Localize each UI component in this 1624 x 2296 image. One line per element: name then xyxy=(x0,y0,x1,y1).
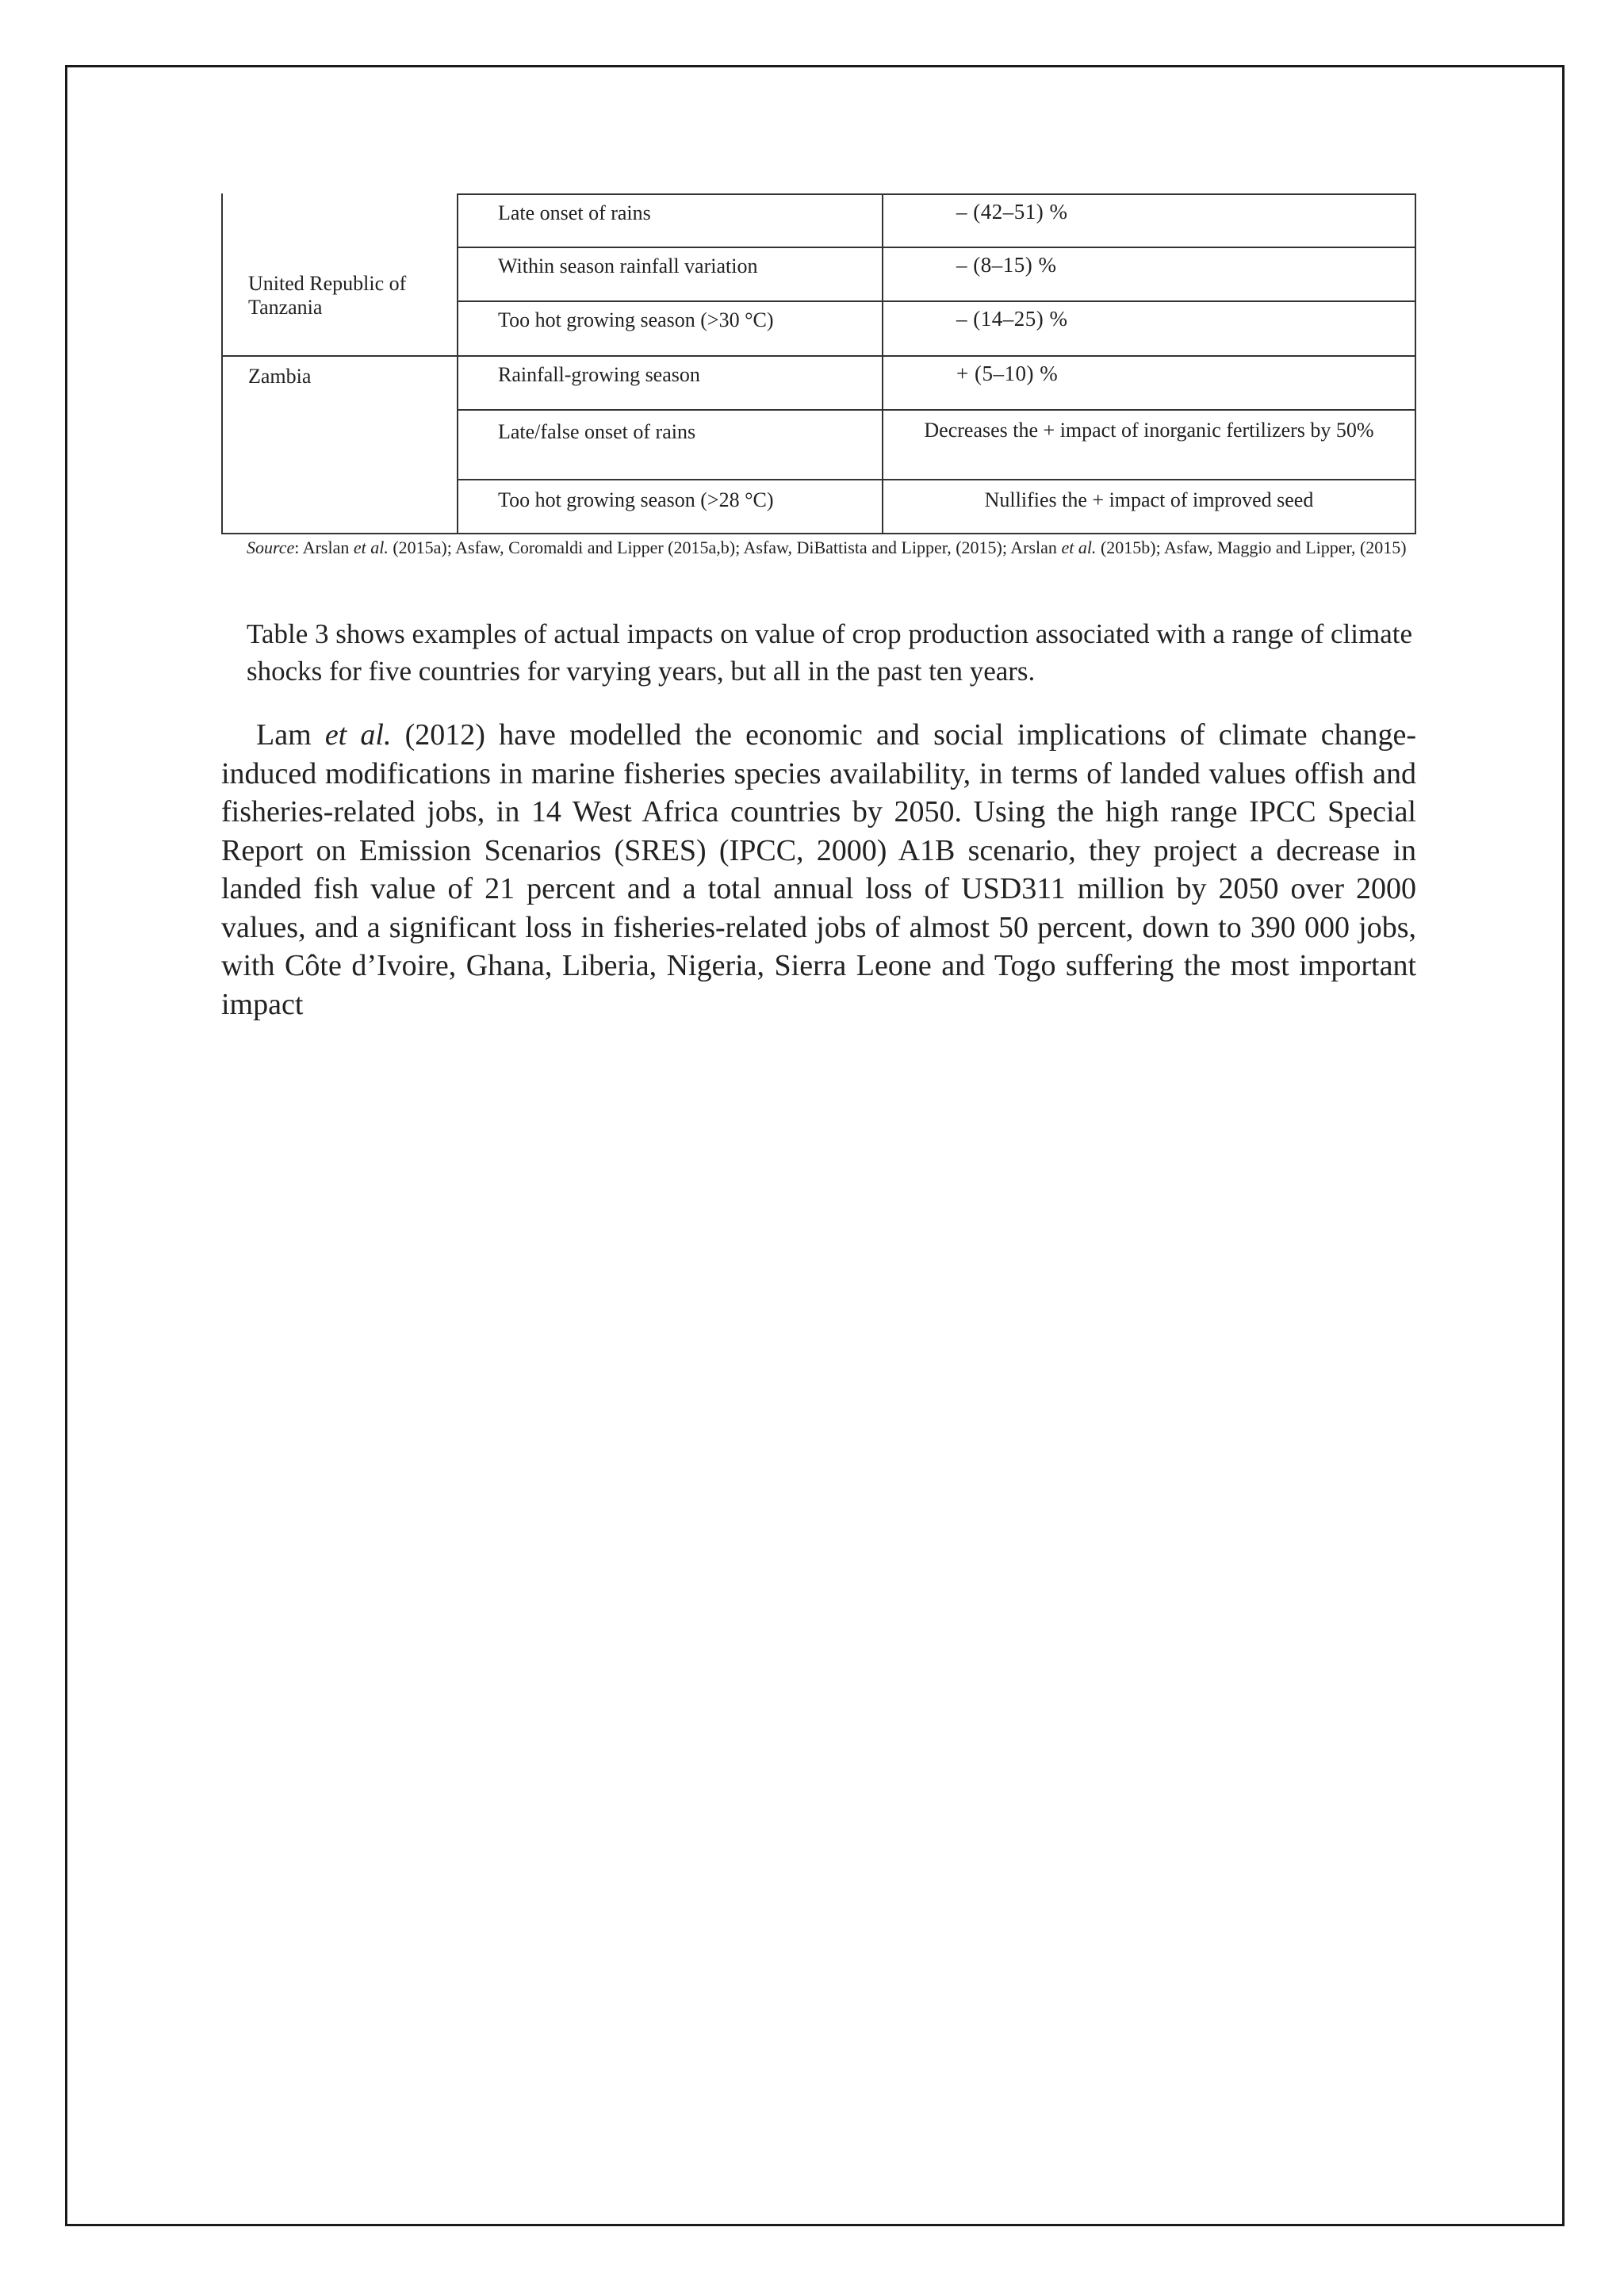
impact-cell xyxy=(882,357,1416,411)
shock-cell: Late onset of rains xyxy=(457,193,882,248)
impact-value: Decreases the + impact of inorganic fertilizers by 50% xyxy=(924,419,1374,442)
shock-cell: Rainfall-growing season xyxy=(457,357,882,411)
paragraph-author: Lam xyxy=(256,718,325,752)
country-cell xyxy=(221,302,457,357)
country-cell xyxy=(221,411,457,480)
source-etal: et al. xyxy=(353,538,389,557)
shock-cell: Too hot growing season (>28 °C) xyxy=(457,480,882,534)
shock-cell: Late/false onset of rains xyxy=(457,411,882,480)
impact-value: – (42–51) % xyxy=(956,200,1068,224)
impact-cell xyxy=(882,193,1416,248)
shock-cell: Too hot growing season (>30 °C) xyxy=(457,302,882,357)
table-row xyxy=(221,357,1416,411)
table-row xyxy=(221,411,1416,480)
source-text: (2015a); Asfaw, Coromaldi and Lipper (2015a,b); Asfaw, DiBattista and Lipper, (2015); Arslan xyxy=(388,538,1062,557)
table-row xyxy=(221,480,1416,534)
paragraph-etal: et al. xyxy=(324,718,392,752)
source-label: Source xyxy=(247,538,295,557)
source-text: (2015b); Asfaw, Maggio and Lipper, (2015) xyxy=(1096,538,1407,557)
table-source-note xyxy=(247,536,1420,560)
body-paragraph xyxy=(221,716,1416,1024)
country-cell: Zambia xyxy=(221,357,457,411)
paragraph-text: (2012) have modelled the economic and social implications of climate change- induced modifications in marine fisheries species availability, in terms of landed values offish and fisheries-related jobs, in 14 West Africa countries by 2050. Using the high range IPCC Special Report on Emission Scenarios (SRES) (IPCC, 2000) A1B scenario, they project a decrease in landed fish value of 21 percent and a total annual loss of USD311 million by 2050 over 2000 values, and a significant loss in fisheries-related jobs of almost 50 percent, down to 390 000 jobs, with Côte d’Ivoire, Ghana, Liberia, Nigeria, Sierra Leone and Togo suffering the most important impact xyxy=(221,718,1416,1021)
table-summary-paragraph: Table 3 shows examples of actual impacts on value of crop production associated with a range of climate shocks for five countries for varying years, but all in the past ten years. xyxy=(247,618,1412,687)
impact-cell xyxy=(882,480,1416,534)
shock-cell: Within season rainfall variation xyxy=(457,248,882,302)
table-row xyxy=(221,193,1416,248)
impact-value: – (8–15) % xyxy=(956,253,1057,277)
impact-table xyxy=(221,193,1416,534)
impact-value: – (14–25) % xyxy=(956,307,1068,331)
country-cell: United Republic of Tanzania xyxy=(221,248,457,302)
impact-cell xyxy=(882,302,1416,357)
country-cell xyxy=(221,480,457,534)
country-cell xyxy=(221,193,457,248)
impact-cell xyxy=(882,248,1416,302)
impact-cell xyxy=(882,411,1416,480)
table-row xyxy=(221,302,1416,357)
impact-value: Nullifies the + impact of improved seed xyxy=(984,488,1314,511)
source-etal: et al. xyxy=(1061,538,1097,557)
impact-value: + (5–10) % xyxy=(956,362,1059,385)
source-text: : Arslan xyxy=(294,538,354,557)
